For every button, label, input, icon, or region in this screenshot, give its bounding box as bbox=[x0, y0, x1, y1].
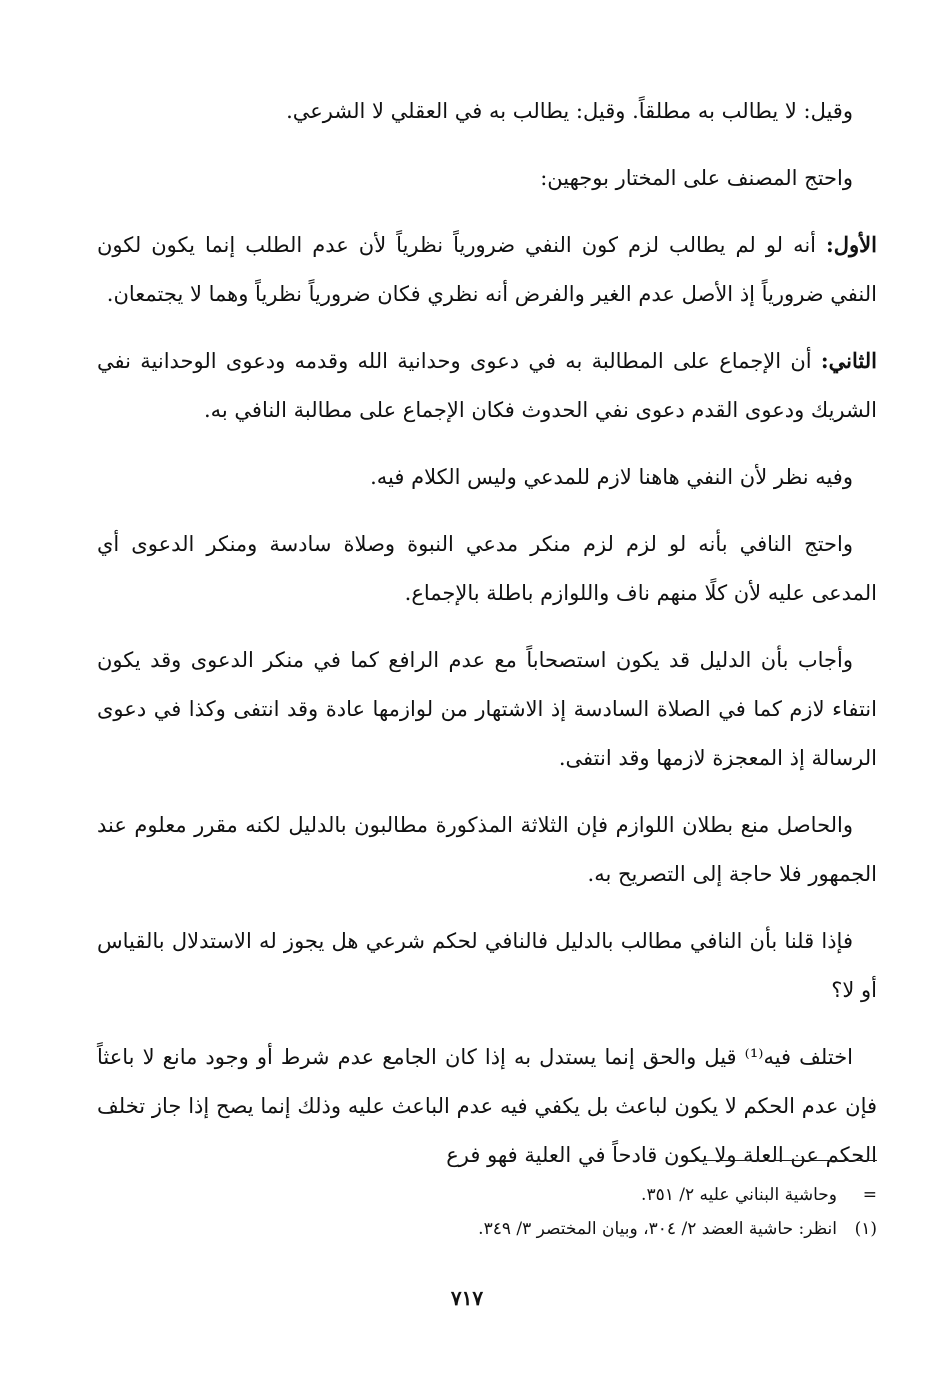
footnote bbox=[360, 1178, 877, 1212]
paragraph-text: والحاصل منع بطلان اللوازم فإن الثلاثة المذكورة مطالبون بالدليل لكنه مقرر معلوم عند الجمهور فلا حاجة إلى التصريح به. bbox=[97, 813, 877, 886]
footnote bbox=[360, 1212, 877, 1246]
paragraph-text: واحتج النافي بأنه لو لزم لزم منكر مدعي النبوة وصلاة سادسة ومنكر الدعوى أي المدعى عليه لأن كلًا منهم ناف واللوازم باطلة بالإجماع. bbox=[97, 532, 877, 605]
footnote-marker: = bbox=[862, 1185, 877, 1205]
page-number: ٧١٧ bbox=[450, 1286, 484, 1310]
paragraph-text: اختلف فيه⁽¹⁾ قيل والحق إنما يستدل به إذا كان الجامع عدم شرط أو وجود مانع لا باعثاً فإن عدم الحكم لا يكون لباعث بل يكفي فيه عدم الباعث عليه وذلك إنما يصح إذا جاز تخلف الحكم عن العلة ولا يكون قادحاً في العلية فهو فرع bbox=[97, 1045, 877, 1167]
main-text bbox=[97, 86, 877, 1197]
paragraph bbox=[97, 336, 877, 435]
paragraph bbox=[97, 519, 877, 618]
footnote-divider bbox=[694, 1160, 877, 1161]
paragraph bbox=[97, 452, 877, 502]
paragraph bbox=[97, 635, 877, 783]
paragraph-text: أنه لو لم يطالب لزم كون النفي ضرورياً نظرياً لأن عدم الطلب إنما يكون لكون النفي ضرورياً إذ الأصل عدم الغير والفرض أنه نظري فكان ضرورياً نظرياً وهما لا يجتمعان. bbox=[97, 233, 877, 306]
paragraph bbox=[97, 916, 877, 1015]
footnote-marker: (١) bbox=[854, 1219, 877, 1239]
paragraph-text: وقيل: لا يطالب به مطلقاً. وقيل: يطالب به في العقلي لا الشرعي. bbox=[286, 99, 853, 123]
paragraph bbox=[97, 86, 877, 136]
paragraph-text: فإذا قلنا بأن النافي مطالب بالدليل فالنافي لحكم شرعي هل يجوز له الاستدلال بالقياس أو لا؟ bbox=[97, 929, 877, 1002]
paragraph-lead: الأول: bbox=[826, 232, 877, 257]
paragraph bbox=[97, 153, 877, 203]
footnote-text: انظر: حاشية العضد ٢/ ٣٠٤، وبيان المختصر ٣/ ٣٤٩. bbox=[478, 1219, 837, 1239]
paragraph-text: واحتج المصنف على المختار بوجهين: bbox=[540, 166, 853, 190]
footnote-text: وحاشية البناني عليه ٢/ ٣٥١. bbox=[641, 1185, 837, 1205]
paragraph bbox=[97, 220, 877, 319]
paragraph-text: أن الإجماع على المطالبة به في دعوى وحدانية الله وقدمه ودعوى الوحدانية نفي الشريك ودعوى القدم دعوى نفي الحدوث فكان الإجماع على مطالبة النافي به. bbox=[97, 349, 877, 422]
paragraph bbox=[97, 1032, 877, 1180]
paragraph-text: وأجاب بأن الدليل قد يكون استصحاباً مع عدم الرافع كما في منكر الدعوى وقد يكون انتفاء لازم كما في الصلاة السادسة إذ الاشتهار من لوازمها عادة وقد انتفى وكذا في دعوى الرسالة إذ المعجزة لازمها وقد انتفى. bbox=[97, 648, 877, 770]
paragraph-text: وفيه نظر لأن النفي هاهنا لازم للمدعي وليس الكلام فيه. bbox=[370, 465, 853, 489]
footnotes bbox=[360, 1178, 877, 1246]
paragraph-lead: الثاني: bbox=[820, 348, 877, 373]
paragraph bbox=[97, 800, 877, 899]
